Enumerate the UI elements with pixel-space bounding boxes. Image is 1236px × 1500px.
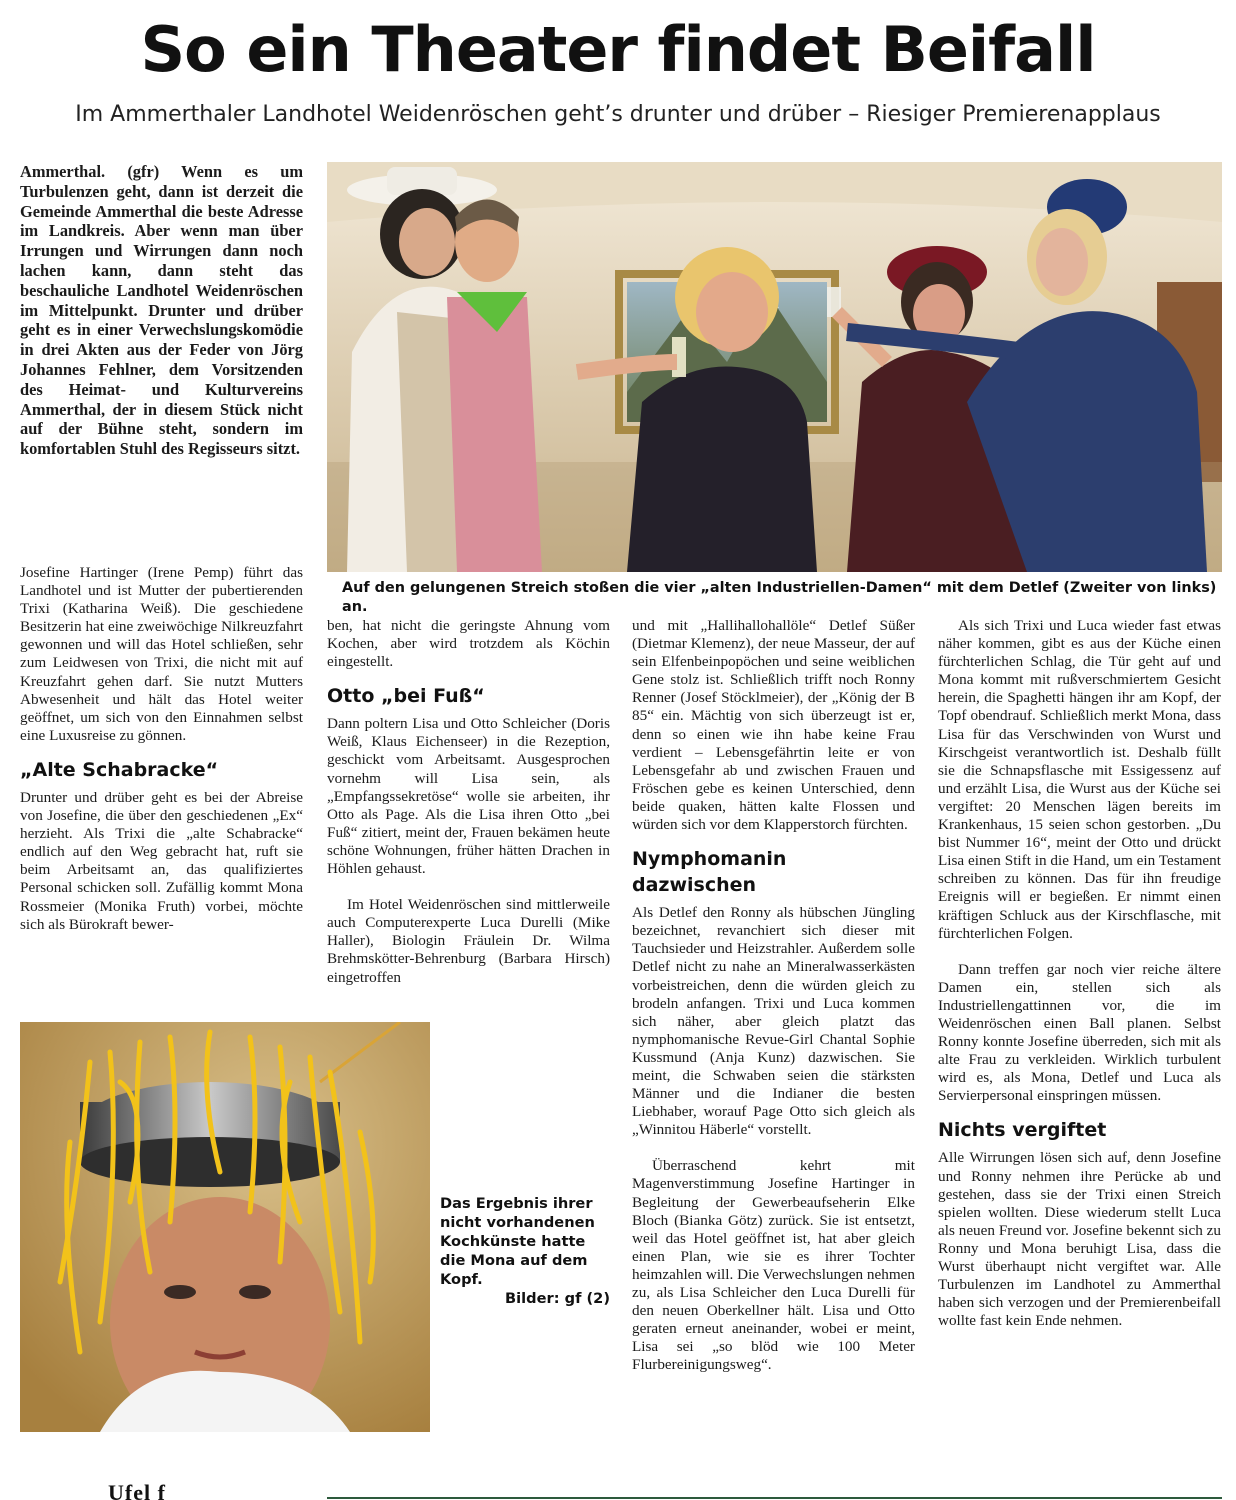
mona-caption-block	[440, 1194, 610, 1308]
paragraph: ben, hat nicht die geringste Ahnung vom Kochen, aber wird trotzdem als Köchin eingestellt.	[327, 617, 610, 671]
footer-rule	[327, 1497, 1222, 1499]
photo-actresses-toasting	[327, 162, 1222, 572]
section-heading-otto-bei-fuss: Otto „bei Fuß“	[327, 685, 485, 708]
paragraph: Drunter und drüber geht es bei der Abreise von Josefine, die über den geschiedenen „Ex“ herzieht. Als Trixi die „alte Schabracke“ endlich auf den Weg gebracht hat, ruft sie beim Arbeitsamt an, das qualifiziertes Personal schicken soll. Zufällig kommt Mona Rossmeier (Monika Fruth) vorbei, möchte sich als Bürokraft bewer-	[20, 788, 303, 933]
column-2	[327, 617, 610, 987]
photo-credit: Bilder: gf (2)	[505, 1290, 610, 1307]
subheadline: Im Ammerthaler Landhotel Weidenröschen geht’s drunter und drüber – Riesiger Premierenapplaus	[75, 102, 1161, 127]
paragraph: Als sich Trixi und Luca wieder fast etwas näher kommen, gibt es aus der Küche einen fürchterlichen Schlag, die Tür geht auf und Mona kommt mit rußverschmiertem Gesicht herein, die Spaghetti hängen ihr am Kopf, der Topf obendrauf. Schließlich merkt Mona, dass Lisa für das Verschwinden von Wurst und Kirschgeist verantwortlich ist. Deshalb füllt sie die Schnapsflasche mit Essigessenz auf und erzählt Lisa, die Wurst aus der Küche sei vergiftet: 20 Menschen lägen bereits im Krankenhaus, 15 seien schon gestorben. „Du bist Nummer 16“, meint der Otto und drückt Lisa einen Stift in die Hand, um ein Testament schreiben zu können. Das für ihn freudige Ereignis will er begießen. Er nimmt einen kräftigen Schluck aus der Kirschflasche, mit fürchterlichen Folgen.	[938, 617, 1221, 942]
main-photo-caption: Auf den gelungenen Streich stoßen die vier „alten Industriellen-Damen“ mit dem Detlef (Zweiter von links) an.	[342, 580, 1217, 615]
column-1	[20, 162, 303, 459]
paragraph: und mit „Hallihallohallöle“ Detlef Süßer (Dietmar Klemenz), der neue Masseur, der auf sein Elfenbeinpopöchen und seine weiblichen Gene stolz ist. Schließlich trifft noch Ronny Renner (Josef Stöcklmeier), der „König der B 85“ ein. Mächtig von sich überzeugt ist er, denn so einen wie ihn habe keine Frau verdient – Lebensgefährtin leite er von Lebensgefahr ab und zwischen Frauen und Fröschen gebe es keinen Unterschied, denn beide quaken, hätten kalte Flossen und würden sich vor dem Klapperstorch fürchten.	[632, 617, 915, 834]
lead-paragraph: Ammerthal. (gfr) Wenn es um Turbulenzen geht, dann ist derzeit die Gemeinde Ammerthal die beste Adresse im Landkreis. Aber wenn man über Irrungen und Wirrungen dann noch lachen kann, dann steht das beschauliche Landhotel Weidenröschen im Mittelpunkt. Drunter und drüber geht es in einer Verwechslungskomödie in drei Akten aus der Feder von Jörg Johannes Fehlner, dem Vorsitzenden des Heimat- und Kulturvereins Ammerthal, der in diesem Stück nicht auf der Bühne steht, sondern im komfortablen Stuhl des Regisseurs sitzt.	[20, 162, 303, 459]
section-heading-nichts-vergiftet: Nichts vergiftet	[938, 1119, 1107, 1142]
paragraph: Als Detlef den Ronny als hübschen Jüngling bezeichnet, revanchiert sich dieser mit Tauchsieder und Heizstrahler. Außerdem solle Detlef nicht zu nahe an Mineralwasserkästen vorbeistreichen, denn die würden gleich zu brodeln anfangen. Trixi und Luca kommen sich näher, aber gleich platzt das nymphomanische Revue-Girl Chantal Sophie Kussmund (Anja Kunz) dazwischen. Sie meint, die Schwaben seien die stärksten Männer und die Indianer die besten Liebhaber, worauf Page Otto sich gleich als „Winnitou Häberle“ vorstellt.	[632, 904, 915, 1139]
paragraph: Im Hotel Weidenröschen sind mittlerweile auch Computerexperte Luca Durelli (Mike Haller), Biologin Fräulein Dr. Wilma Brehmskötter-Behrenburg (Barbara Hirsch) eingetroffen	[327, 896, 610, 986]
column-1-body	[20, 564, 303, 934]
paragraph: Überraschend kehrt mit Magenverstimmung Josefine Hartinger in Begleitung der Gewerbeaufseherin Elke Bloch (Bianka Götz) zurück. Sie ist entsetzt, weil das Hotel geöffnet ist, hat aber gleich einen Plan, wie sie es ihrer Tochter heimzahlen will. Die Verwechslungen nehmen zu, als Lisa Schleicher den Luca Durelli für den neuen Oberkellner hält. Lisa und Otto geraten erneut aneinander, wobei er meint, Lisa sei „so blöd wie 100 Meter Flurbereinigungsweg“.	[632, 1157, 915, 1374]
photo-mona-spaghetti	[20, 1022, 430, 1432]
paragraph: Alle Wirrungen lösen sich auf, denn Josefine und Ronny nehmen ihre Perücke ab und gestehen, dass sie der Trixi einen Streich spielen wollten. Diese wiederum stellt Luca als neuen Freund vor. Josefine bekennt sich zu Ronny und Mona beruhigt Lisa, dass die Wurst überhaupt nicht vergiftet war. Alle Turbulenzen im Landhotel zu Ammerthal haben sich verzogen und der Premierenbeifall wollte fast kein Ende nehmen.	[938, 1149, 1221, 1330]
main-photo	[327, 162, 1222, 572]
mona-photo	[20, 1022, 430, 1432]
headline: So ein Theater findet Beifall	[140, 13, 1096, 86]
section-heading-nymphomanin: Nymphomanin dazwischen	[632, 848, 787, 897]
section-heading-alte-schabracke: „Alte Schabracke“	[20, 758, 219, 781]
mona-photo-caption: Das Ergebnis ihrer nicht vorhandenen Kochkünste hatte die Mona auf dem Kopf.	[440, 1195, 595, 1288]
next-article-fragment: Ufel f	[108, 1480, 166, 1500]
paragraph: Dann poltern Lisa und Otto Schleicher (Doris Weiß, Klaus Eichenseer) in die Rezeption, geschickt vom Arbeitsamt. Ausgesprochen vornehm will Lisa sein, als „Empfangssekretöse“ wolle sie arbeiten, ihr Otto als Page. Als die Lisa ihren Otto „bei Fuß“ zitiert, meint der, Frauen bekämen heute schöne Wohnungen, früher hätten Drachen in Höhlen gehaust.	[327, 715, 610, 878]
paragraph: Dann treffen gar noch vier reiche ältere Damen ein, stellen sich als Industriellengattinnen vor, die im Weidenröschen einen Ball planen. Selbst Ronny konnte Josefine überreden, sich mit als alte Frau zu verkleiden. Wirklich turbulent wird es, als Mona, Detlef und Luca als Servierpersonal einspringen müssen.	[938, 960, 1221, 1105]
paragraph: Josefine Hartinger (Irene Pemp) führt das Landhotel und ist Mutter der pubertierenden Trixi (Katharina Weiß). Die geschiedene Besitzerin hat eine zweiwöchige Nilkreuzfahrt gewonnen und will das Hotel schließen, sehr zum Leidwesen von Trixi, die nicht mit auf Kreuzfahrt gehen darf. Sie nutzt Mutters Abwesenheit und hält das Hotel weiter geöffnet, um sich von den Einnahmen selbst eine Luxusreise zu gönnen.	[20, 564, 303, 744]
column-3	[632, 617, 915, 1374]
column-4	[938, 617, 1221, 1330]
